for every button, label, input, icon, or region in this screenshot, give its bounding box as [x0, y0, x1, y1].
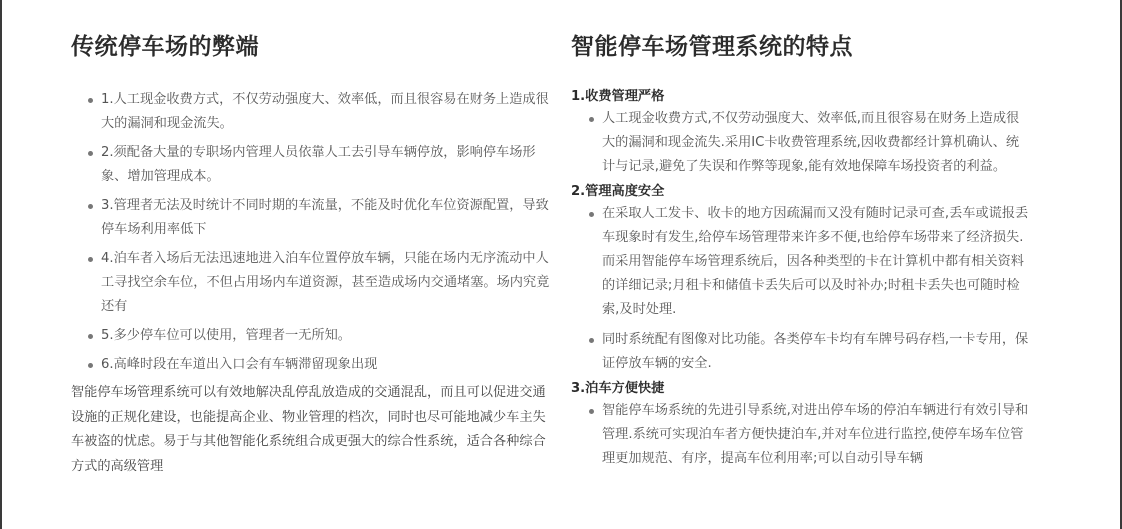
list-item: 4.泊车者入场后无法迅速地进入泊车位置停放车辆，只能在场内无序流动中人工寻找空余车位，不但占用场内车道资源，甚至造成场内交通堵塞。场内究竟还有: [101, 247, 551, 319]
list-item: 2.须配备大量的专职场内管理人员依靠人工去引导车辆停放，影响停车场形象、增加管理成本。: [101, 141, 551, 189]
summary-paragraph: 智能停车场管理系统可以有效地解决乱停乱放造成的交通混乱，而且可以促进交通设施的正规化建设，也能提高企业、物业管理的档次，同时也尽可能地减少车主失车被盗的忧虑。易于与其他智能化系统组合成更强大的综合性系统，适合各种综合方式的高级管理: [71, 385, 546, 474]
section-title-security: 2.管理高度安全: [571, 184, 665, 199]
list-item: 同时系统配有图像对比功能。各类停车卡均有车牌号码存档,一卡专用，保证停放车辆的安全.: [602, 328, 1031, 376]
section-title-parking-convenience: 3.泊车方便快捷: [571, 381, 665, 396]
drawback-list: [71, 88, 551, 377]
left-heading: 传统停车场的弊端: [71, 34, 259, 60]
fee-management-list: [571, 107, 1031, 179]
traditional-parking-column: [71, 30, 551, 479]
window-frame-left: [0, 0, 2, 529]
security-list: [571, 202, 1031, 376]
list-item: 6.高峰时段在车道出入口会有车辆滞留现象出现: [101, 353, 551, 377]
list-item: 5.多少停车位可以使用，管理者一无所知。: [101, 324, 551, 348]
list-item: 在采取人工发卡、收卡的地方因疏漏而又没有随时记录可查,丢车或谎报丢车现象时有发生,给停车场管理带来许多不便,也给停车场带来了经济损失.而采用智能停车场管理系统后，因各种类型的卡在计算机中都有相关资料的详细记录;月租卡和储值卡丢失后可以及时补办;时租卡丢失也可随时检索,及时处理.: [602, 202, 1031, 322]
list-item: 1.人工现金收费方式，不仅劳动强度大、效率低，而且很容易在财务上造成很大的漏洞和现金流失。: [101, 88, 551, 136]
section-title-fee-management: 1.收费管理严格: [571, 89, 665, 104]
list-item: 3.管理者无法及时统计不同时期的车流量，不能及时优化车位资源配置，导致停车场利用率低下: [101, 194, 551, 242]
smart-parking-column: [571, 30, 1031, 471]
parking-convenience-list: [571, 399, 1031, 471]
right-heading: 智能停车场管理系统的特点: [571, 34, 853, 60]
list-item: 智能停车场系统的先进引导系统,对进出停车场的停泊车辆进行有效引导和管理.系统可实现泊车者方便快捷泊车,并对车位进行监控,使停车场车位管理更加规范、有序，提高车位利用率;可以自动引导车辆: [602, 399, 1031, 471]
list-item: 人工现金收费方式,不仅劳动强度大、效率低,而且很容易在财务上造成很大的漏洞和现金流失.采用IC卡收费管理系统,因收费都经计算机确认、统计与记录,避免了失误和作弊等现象,能有效地保障车场投资者的利益。: [602, 107, 1031, 179]
